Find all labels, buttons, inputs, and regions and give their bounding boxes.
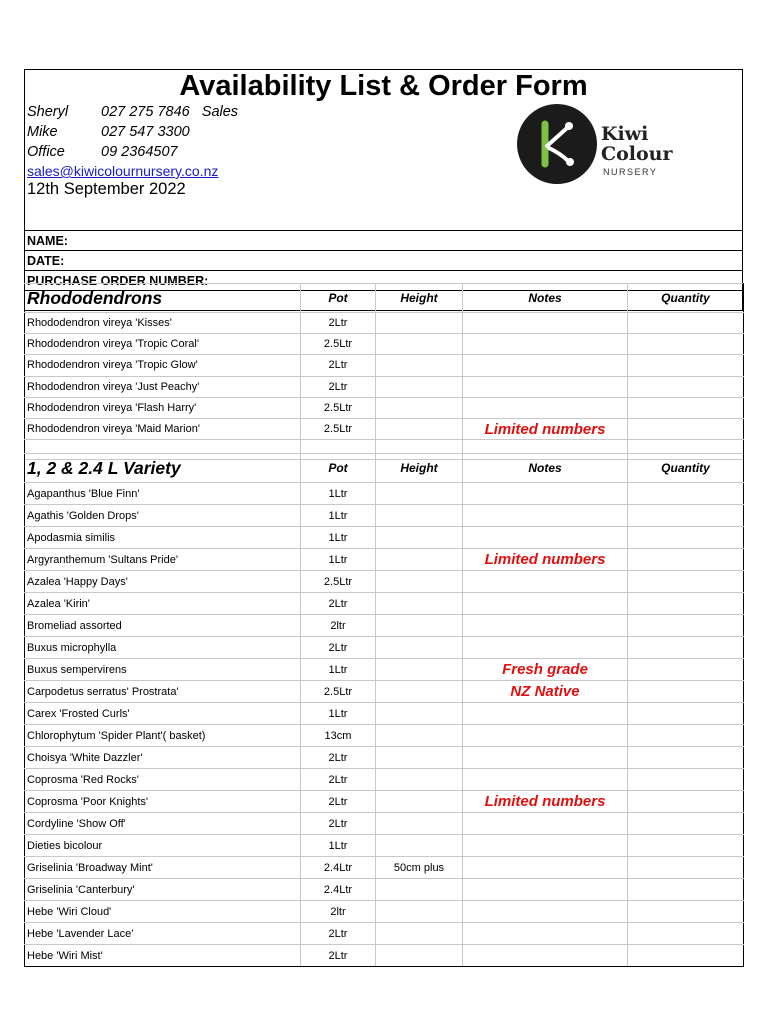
table-row — [25, 659, 744, 681]
pot-size: 2Ltr — [301, 376, 376, 397]
plant-name: Hebe 'Lavender Lace' — [25, 923, 301, 945]
contact-name: Mike — [27, 124, 58, 140]
plant-height — [376, 923, 463, 945]
date-field[interactable]: DATE: — [25, 250, 742, 270]
name-field[interactable]: NAME: — [25, 230, 742, 250]
notes-cell — [463, 813, 628, 835]
plant-name: Azalea 'Kirin' — [25, 593, 301, 615]
notes-cell — [463, 945, 628, 967]
col-notes: Notes — [463, 284, 628, 313]
pot-size: 2.5Ltr — [301, 334, 376, 355]
plant-name: Dieties bicolour — [25, 835, 301, 857]
section-header-row — [25, 454, 744, 483]
plant-name: Apodasmia similis — [25, 527, 301, 549]
plant-height — [376, 505, 463, 527]
table-row — [25, 615, 744, 637]
plant-height — [376, 945, 463, 967]
col-pot: Pot — [301, 454, 376, 483]
contact-phone: 09 2364507 — [101, 144, 178, 160]
plant-height — [376, 527, 463, 549]
pot-size: 2Ltr — [301, 355, 376, 376]
quantity-cell[interactable] — [628, 681, 744, 703]
plant-name: Rhododendron vireya 'Tropic Glow' — [25, 355, 301, 376]
notes-cell — [463, 615, 628, 637]
plant-name: Coprosma 'Poor Knights' — [25, 791, 301, 813]
notes-cell — [463, 901, 628, 923]
plant-name: Choisya 'White Dazzler' — [25, 747, 301, 769]
plant-height — [376, 901, 463, 923]
plant-height — [376, 397, 463, 418]
pot-size: 1Ltr — [301, 703, 376, 725]
table-row — [25, 945, 744, 967]
quantity-cell[interactable] — [628, 615, 744, 637]
quantity-cell[interactable] — [628, 334, 744, 355]
pot-size: 2Ltr — [301, 769, 376, 791]
quantity-cell[interactable] — [628, 418, 744, 439]
contact-office — [27, 144, 178, 160]
section-header-row — [25, 284, 744, 313]
section-title: Rhododendrons — [25, 284, 301, 313]
quantity-cell[interactable] — [628, 791, 744, 813]
table-row — [25, 681, 744, 703]
plant-name: Rhododendron vireya 'Maid Marion' — [25, 418, 301, 439]
table-row — [25, 376, 744, 397]
plant-name: Rhododendron vireya 'Flash Harry' — [25, 397, 301, 418]
plant-height: 50cm plus — [376, 857, 463, 879]
notes-cell — [463, 637, 628, 659]
notes-cell — [463, 747, 628, 769]
table-row — [25, 791, 744, 813]
notes-cell: Limited numbers — [463, 418, 628, 439]
pot-size: 2.5Ltr — [301, 681, 376, 703]
notes-cell — [463, 923, 628, 945]
quantity-cell[interactable] — [628, 483, 744, 505]
quantity-cell[interactable] — [628, 527, 744, 549]
plant-name: Buxus sempervirens — [25, 659, 301, 681]
plant-height — [376, 376, 463, 397]
plant-name: Carpodetus serratus' Prostrata' — [25, 681, 301, 703]
plant-name: Hebe 'Wiri Mist' — [25, 945, 301, 967]
rhododendrons-table — [24, 283, 744, 460]
contact-block — [25, 102, 742, 230]
pot-size: 13cm — [301, 725, 376, 747]
plant-height — [376, 659, 463, 681]
quantity-cell[interactable] — [628, 505, 744, 527]
pot-size: 2Ltr — [301, 945, 376, 967]
plant-name: Argyranthemum 'Sultans Pride' — [25, 549, 301, 571]
table-row — [25, 747, 744, 769]
quantity-cell[interactable] — [628, 637, 744, 659]
quantity-cell[interactable] — [628, 571, 744, 593]
pot-size: 2.4Ltr — [301, 879, 376, 901]
quantity-cell[interactable] — [628, 355, 744, 376]
table-row — [25, 397, 744, 418]
notes-cell — [463, 703, 628, 725]
plant-name: Cordyline 'Show Off' — [25, 813, 301, 835]
quantity-cell[interactable] — [628, 549, 744, 571]
table-row — [25, 355, 744, 376]
table-row — [25, 813, 744, 835]
notes-cell — [463, 725, 628, 747]
quantity-cell[interactable] — [628, 857, 744, 879]
plant-name: Agapanthus 'Blue Finn' — [25, 483, 301, 505]
plant-height — [376, 879, 463, 901]
contact-name: Sheryl — [27, 104, 69, 120]
col-height: Height — [376, 454, 463, 483]
email-link[interactable]: sales@kiwicolournursery.co.nz — [27, 163, 219, 179]
table-row — [25, 923, 744, 945]
plant-name: Buxus microphylla — [25, 637, 301, 659]
pot-size: 2Ltr — [301, 593, 376, 615]
plant-height — [376, 835, 463, 857]
notes-cell: Fresh grade — [463, 659, 628, 681]
contact-mike — [27, 124, 190, 140]
table-row — [25, 334, 744, 355]
plant-height — [376, 334, 463, 355]
notes-cell — [463, 769, 628, 791]
quantity-cell[interactable] — [628, 376, 744, 397]
plant-height — [376, 769, 463, 791]
plant-height — [376, 703, 463, 725]
plant-name: Bromeliad assorted — [25, 615, 301, 637]
notes-cell — [463, 835, 628, 857]
table-row — [25, 313, 744, 334]
logo-circle — [517, 104, 597, 184]
notes-cell: NZ Native — [463, 681, 628, 703]
table-row — [25, 637, 744, 659]
notes-cell — [463, 593, 628, 615]
plant-height — [376, 593, 463, 615]
logo-k-icon — [517, 104, 597, 184]
plant-height — [376, 418, 463, 439]
pot-size: 2Ltr — [301, 923, 376, 945]
quantity-cell[interactable] — [628, 313, 744, 334]
notes-cell — [463, 313, 628, 334]
pot-size: 2Ltr — [301, 747, 376, 769]
plant-name: Rhododendron vireya 'Just Peachy' — [25, 376, 301, 397]
page-title: Availability List & Order Form — [179, 70, 588, 102]
notes-cell: Limited numbers — [463, 791, 628, 813]
notes-cell — [463, 483, 628, 505]
plant-name: Hebe 'Wiri Cloud' — [25, 901, 301, 923]
table-row — [25, 527, 744, 549]
contact-name: Office — [27, 144, 65, 160]
col-height: Height — [376, 284, 463, 313]
notes-cell — [463, 355, 628, 376]
quantity-cell[interactable] — [628, 659, 744, 681]
plant-height — [376, 813, 463, 835]
pot-size: 2ltr — [301, 615, 376, 637]
notes-cell — [463, 397, 628, 418]
quantity-cell[interactable] — [628, 901, 744, 923]
plant-height — [376, 725, 463, 747]
table-row — [25, 725, 744, 747]
table-row — [25, 857, 744, 879]
table-row — [25, 703, 744, 725]
notes-cell — [463, 376, 628, 397]
pot-size: 2.4Ltr — [301, 857, 376, 879]
pot-size: 2Ltr — [301, 313, 376, 334]
col-pot: Pot — [301, 284, 376, 313]
quantity-cell[interactable] — [628, 879, 744, 901]
pot-size: 1Ltr — [301, 835, 376, 857]
quantity-cell[interactable] — [628, 835, 744, 857]
plant-height — [376, 681, 463, 703]
contact-phone: 027 275 7846 Sales — [101, 104, 239, 120]
pot-size: 1Ltr — [301, 527, 376, 549]
logo-subtitle: NURSERY — [603, 167, 658, 177]
plant-name: Rhododendron vireya 'Kisses' — [25, 313, 301, 334]
table-row — [25, 418, 744, 439]
plant-height — [376, 549, 463, 571]
plant-name: Coprosma 'Red Rocks' — [25, 769, 301, 791]
quantity-cell[interactable] — [628, 813, 744, 835]
plant-height — [376, 791, 463, 813]
contact-sheryl — [27, 104, 238, 120]
table-row — [25, 901, 744, 923]
pot-size: 1Ltr — [301, 549, 376, 571]
plant-name: Rhododendron vireya 'Tropic Coral' — [25, 334, 301, 355]
notes-cell — [463, 571, 628, 593]
logo-line-2: Colour — [601, 143, 673, 165]
pot-size: 2Ltr — [301, 791, 376, 813]
col-quantity: Quantity — [628, 284, 744, 313]
quantity-cell[interactable] — [628, 593, 744, 615]
pot-size: 2.5Ltr — [301, 418, 376, 439]
plant-name: Chlorophytum 'Spider Plant'( basket) — [25, 725, 301, 747]
pot-size: 2.5Ltr — [301, 397, 376, 418]
pot-size: 2ltr — [301, 901, 376, 923]
quantity-cell[interactable] — [628, 945, 744, 967]
order-form-header — [24, 69, 743, 311]
logo-line-1: Kiwi — [601, 123, 649, 145]
quantity-cell[interactable] — [628, 769, 744, 791]
plant-height — [376, 355, 463, 376]
table-row — [25, 505, 744, 527]
pot-size: 1Ltr — [301, 659, 376, 681]
plant-height — [376, 483, 463, 505]
quantity-cell[interactable] — [628, 747, 744, 769]
notes-cell — [463, 879, 628, 901]
quantity-cell[interactable] — [628, 703, 744, 725]
plant-height — [376, 615, 463, 637]
pot-size: 2Ltr — [301, 813, 376, 835]
table-row — [25, 835, 744, 857]
plant-height — [376, 313, 463, 334]
table-row — [25, 879, 744, 901]
notes-cell — [463, 505, 628, 527]
table-row — [25, 571, 744, 593]
pot-size: 1Ltr — [301, 483, 376, 505]
plant-height — [376, 747, 463, 769]
col-quantity: Quantity — [628, 454, 744, 483]
notes-cell: Limited numbers — [463, 549, 628, 571]
plant-name: Griselinia 'Canterbury' — [25, 879, 301, 901]
plant-name: Azalea 'Happy Days' — [25, 571, 301, 593]
notes-cell — [463, 334, 628, 355]
table-row — [25, 593, 744, 615]
plant-height — [376, 637, 463, 659]
po-number-field[interactable]: PURCHASE ORDER NUMBER: — [25, 270, 742, 290]
table-row — [25, 769, 744, 791]
quantity-cell[interactable] — [628, 725, 744, 747]
variety-table — [24, 453, 744, 967]
kiwi-colour-logo — [517, 104, 687, 184]
plant-name: Griselinia 'Broadway Mint' — [25, 857, 301, 879]
plant-name: Agathis 'Golden Drops' — [25, 505, 301, 527]
pot-size: 2.5Ltr — [301, 571, 376, 593]
table-row — [25, 483, 744, 505]
plant-height — [376, 571, 463, 593]
plant-name: Carex 'Frosted Curls' — [25, 703, 301, 725]
quantity-cell[interactable] — [628, 397, 744, 418]
list-date: 12th September 2022 — [27, 180, 186, 198]
pot-size: 1Ltr — [301, 505, 376, 527]
table-row — [25, 549, 744, 571]
notes-cell — [463, 857, 628, 879]
contact-phone: 027 547 3300 — [101, 124, 190, 140]
logo-wordmark — [601, 124, 673, 164]
pot-size: 2Ltr — [301, 637, 376, 659]
quantity-cell[interactable] — [628, 923, 744, 945]
col-notes: Notes — [463, 454, 628, 483]
section-title: 1, 2 & 2.4 L Variety — [25, 454, 301, 483]
notes-cell — [463, 527, 628, 549]
